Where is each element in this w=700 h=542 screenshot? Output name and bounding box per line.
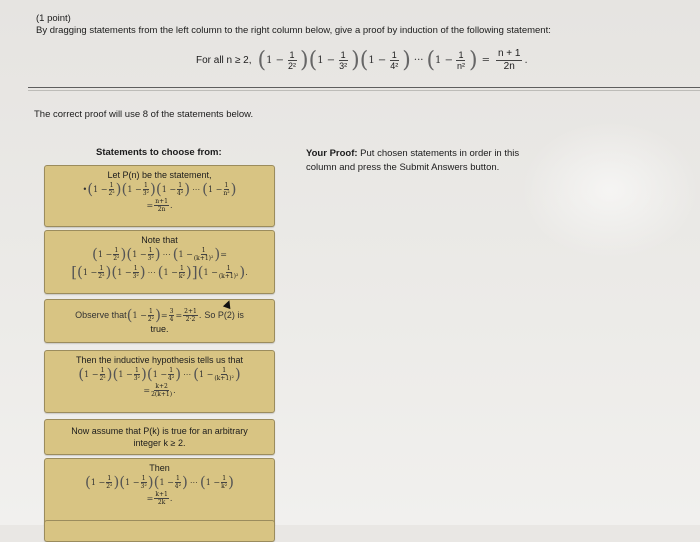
statement-card-3[interactable] xyxy=(44,299,275,343)
card-4-math: ( 1 − $\frac{1}{\text{2²}}$ ) ( 1 − $\frac{1}{\text{3²}}$ ) ( 1 − $\frac{1}{\text{4²}}$ ) ··· ( 1 − $\frac{1}{\text{(k+1)²}}$ ) xyxy=(78,365,241,383)
card-1-rhs: = $\frac{n+1}{2n}$ . xyxy=(146,198,173,213)
points-label: (1 point) xyxy=(36,13,71,24)
section-divider-shadow xyxy=(28,90,700,91)
statement-card-2[interactable] xyxy=(44,230,275,294)
your-proof-instructions: Put chosen statements in order in this column and press the Submit Answers button. xyxy=(306,148,520,173)
your-proof-label: Your Proof: xyxy=(306,148,358,159)
statement-card-5[interactable] xyxy=(44,419,275,455)
card-1-math: • ( 1 − $\frac{1}{\text{2²}}$ ) ( 1 − $\frac{1}{\text{3²}}$ ) ( 1 − $\frac{1}{\text{4²}}$ ) ··· ( 1 − $\frac{1}{\text{n²}}$ ) xyxy=(82,180,237,198)
card-3-text-c: true. xyxy=(150,324,169,334)
induction-statement: For all n ≥ 2, ( 1 − $\frac{1}{\text{2²}}$ ) ( 1 − $\frac{1}{\text{3²}}$ ) ( 1 − $\frac{1}{\text{4²}}$ ) ··· ( 1 − $\frac{1}{\text{n²}}$ ) = $\frac{n + 1}{2n}$ . xyxy=(196,47,528,73)
card-3-text-b: So P(2) is xyxy=(204,310,244,320)
statement-card-7[interactable] xyxy=(44,520,275,542)
rhs-denominator: 2n xyxy=(503,60,515,72)
card-3-text-a: Observe that xyxy=(75,310,127,320)
statement-prefix: For all n ≥ 2, xyxy=(196,54,252,66)
rhs-numerator: n + 1 xyxy=(497,47,521,59)
statement-card-6[interactable] xyxy=(44,458,275,527)
card-6-rhs: = $\frac{k+1}{2k}$ . xyxy=(146,491,173,506)
card-4-text: Then the inductive hypothesis tells us that xyxy=(75,355,244,365)
statement-card-1[interactable] xyxy=(44,165,275,227)
card-5-text: Now assume that P(k) is true for an arbitrary integer k ≥ 2. xyxy=(71,426,248,448)
card-2-text: Note that xyxy=(141,235,178,245)
card-3-math: Observe that ( 1 − $\frac{1}{\text{2²}}$ ) = $\frac{3}{4}$ = $\frac{2+1}{2\cdot 2}$ . So P(2) is xyxy=(75,306,244,324)
left-column-title: Statements to choose from: xyxy=(96,147,222,158)
proof-drop-zone[interactable] xyxy=(300,180,530,480)
proof-length-note: The correct proof will use 8 of the statements below. xyxy=(34,109,254,120)
section-divider xyxy=(28,87,700,88)
right-column-title xyxy=(306,147,546,175)
instructions-text: By dragging statements from the left column to the right column below, give a proof by induction of the following statement: xyxy=(36,25,551,36)
card-6-math: ( 1 − $\frac{1}{\text{2²}}$ ) ( 1 − $\frac{1}{\text{3²}}$ ) ( 1 − $\frac{1}{\text{4²}}$ ) ··· ( 1 − $\frac{1}{\text{k²}}$ ) xyxy=(85,473,234,491)
card-6-text: Then xyxy=(149,463,170,473)
card-1-text: Let P(n) be the statement, xyxy=(107,170,212,180)
card-2-math-line2: [ ( 1 − $\frac{1}{\text{2²}}$ ) ( 1 − $\frac{1}{\text{3²}}$ ) ··· ( 1 − $\frac{1}{\text{k²}}$ ) ] ( 1 − $\frac{1}{\text{(k+1)²}}$ ) . xyxy=(71,263,248,281)
card-4-rhs: = $\frac{k+2}{2(k+1)}$ . xyxy=(143,383,176,398)
card-2-math-line1: ( 1 − $\frac{1}{\text{2²}}$ ) ( 1 − $\frac{1}{\text{3²}}$ ) ··· ( 1 − $\frac{1}{\text{(k+1)²}}$ ) = xyxy=(92,245,227,263)
statement-card-4[interactable] xyxy=(44,350,275,413)
screen-glare xyxy=(520,120,700,260)
